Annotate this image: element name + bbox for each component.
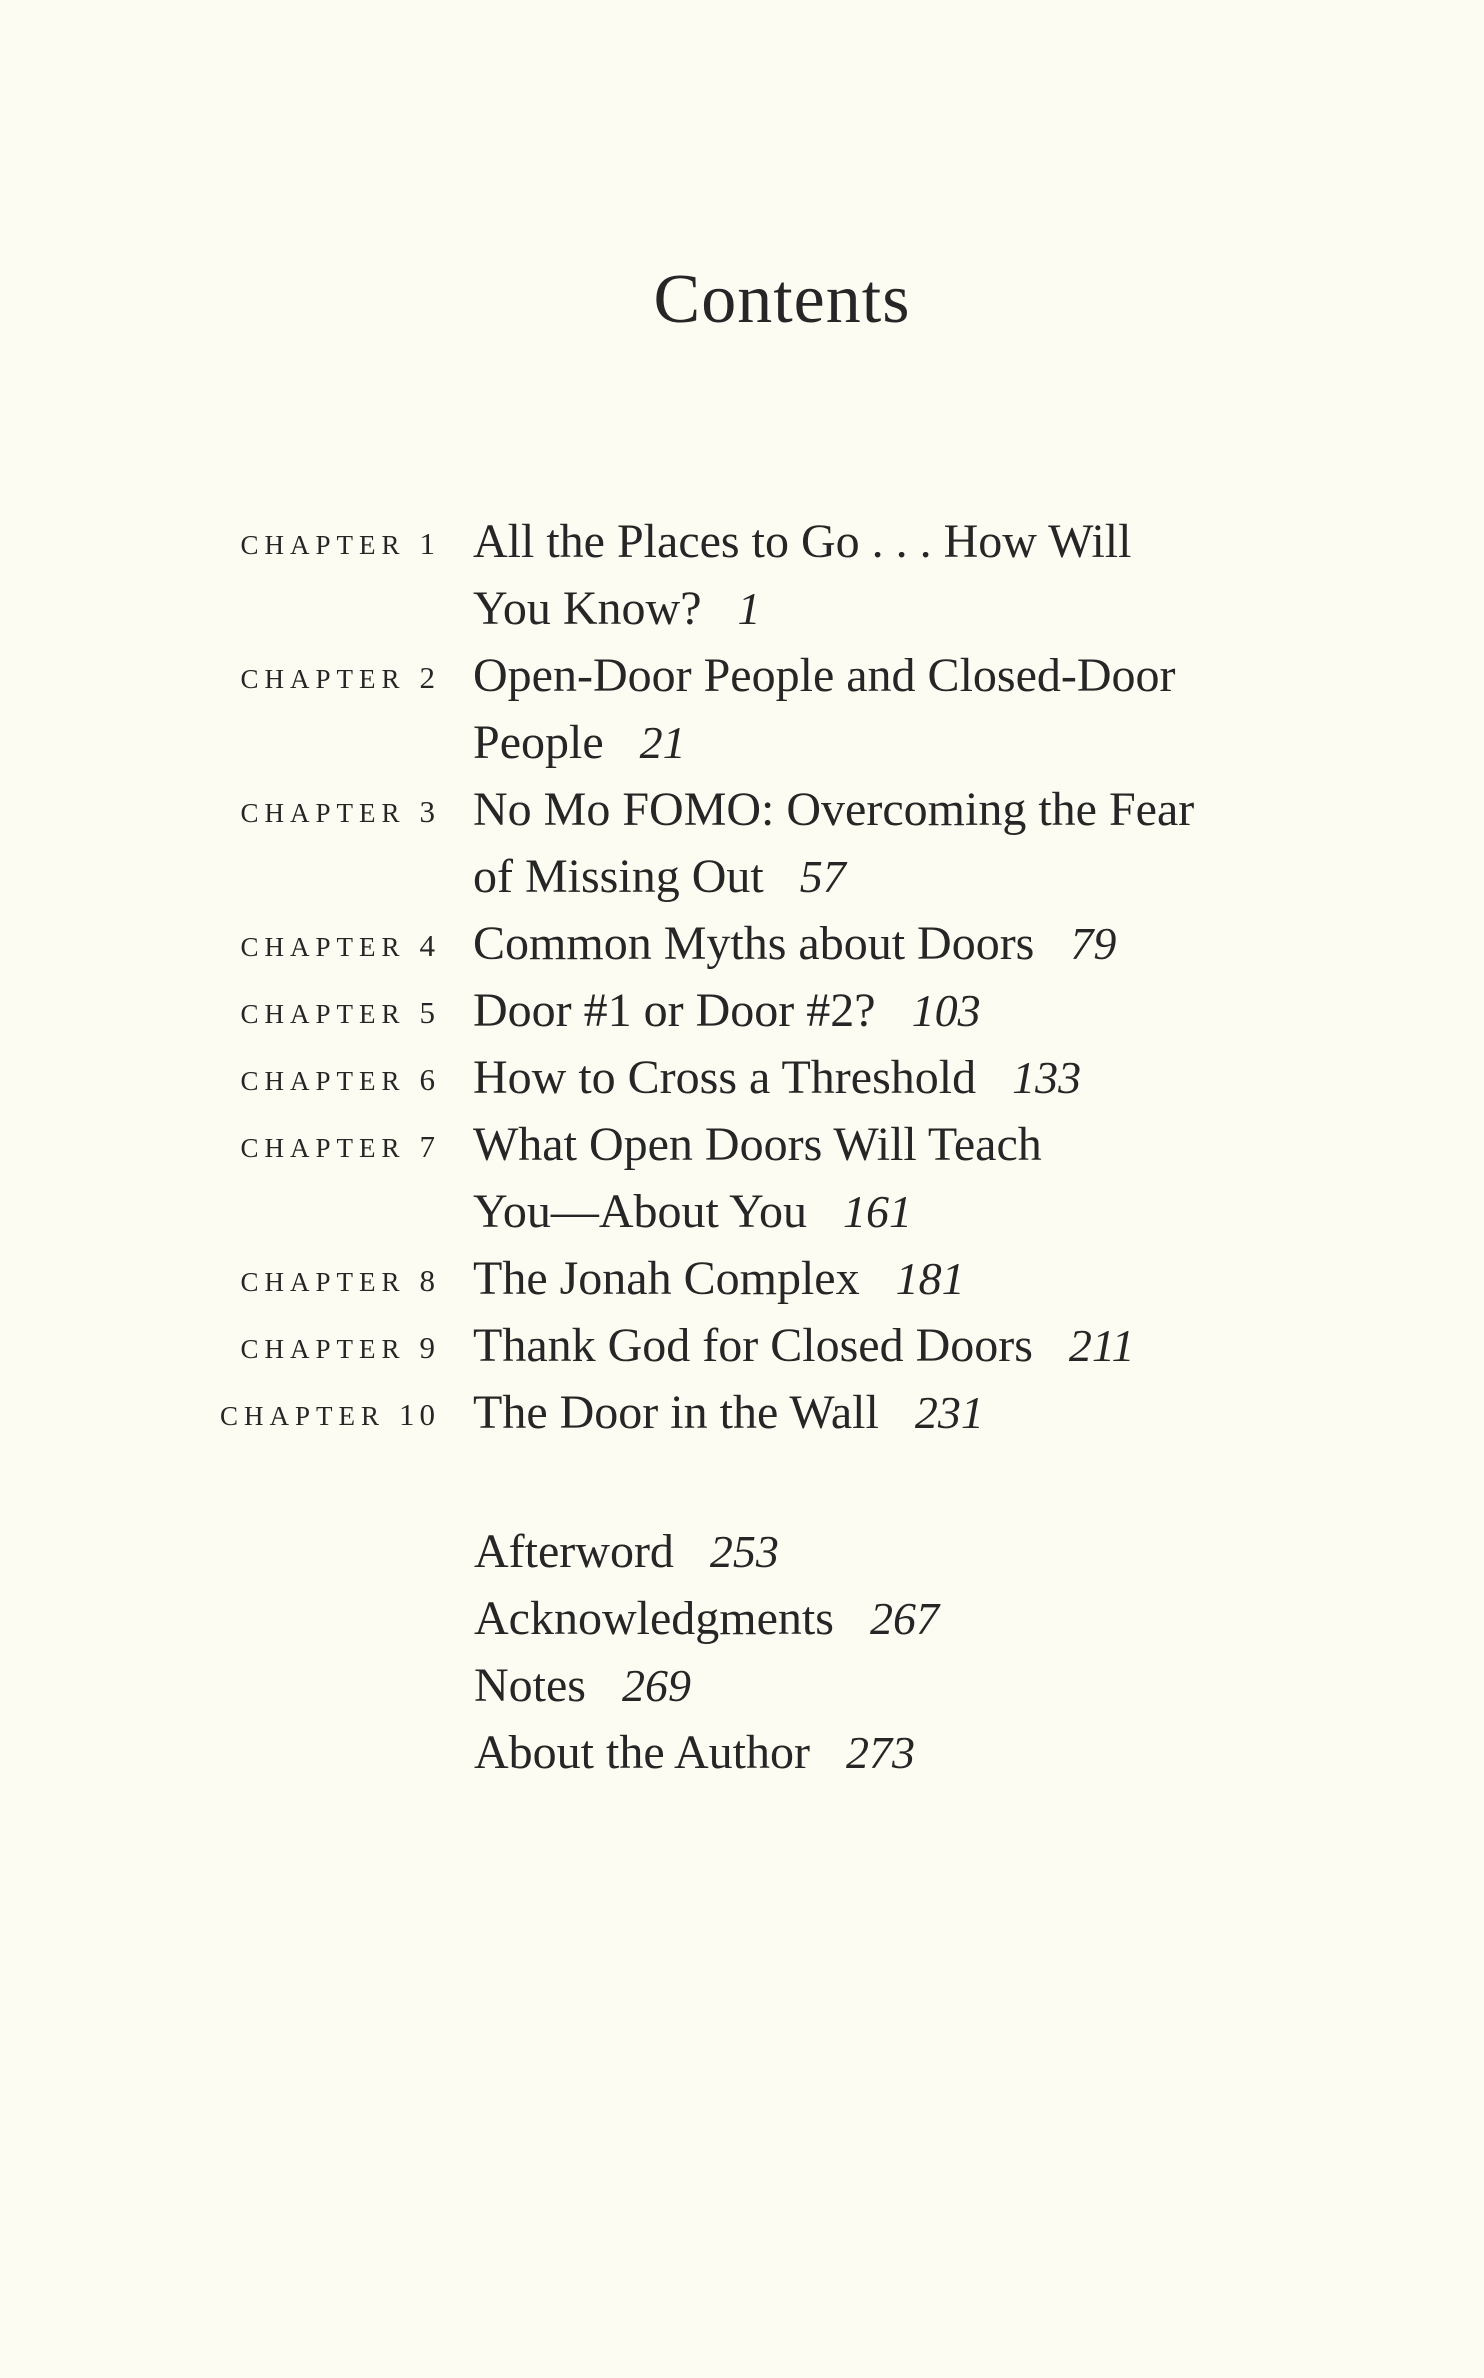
backmatter-title: Acknowledgments (474, 1592, 834, 1645)
contents-title: Contents (653, 261, 911, 338)
chapter-title-line: Open-Door People and Closed-Door (473, 649, 1176, 702)
chapter-number: 6 (419, 1062, 440, 1097)
page-number: 269 (621, 1660, 691, 1711)
chapter-label (240, 658, 440, 699)
backmatter-list (0, 1518, 1484, 1786)
chapter-title (473, 1111, 1253, 1245)
backmatter-title: Afterword (474, 1525, 674, 1578)
chapter-title-line: Common Myths about Doors (473, 917, 1035, 970)
chapter-title-line: You—About You (473, 1185, 807, 1238)
chapter-title-line: No Mo FOMO: Overcoming the Fear (473, 783, 1195, 836)
toc-entry (0, 1312, 1484, 1379)
chapter-title (473, 977, 1253, 1044)
page-number: 21 (639, 717, 686, 768)
toc-entry (0, 508, 1484, 642)
chapter-title (473, 1044, 1253, 1111)
toc-entry (0, 1044, 1484, 1111)
chapter-number: 7 (419, 1129, 440, 1164)
chapter-label (220, 1395, 440, 1436)
chapter-title (473, 910, 1253, 977)
toc-entry (0, 776, 1484, 910)
chapter-list (0, 508, 1484, 1446)
chapter-word: CHAPTER (240, 932, 406, 962)
chapter-word: CHAPTER (219, 1401, 385, 1431)
chapter-title-line: What Open Doors Will Teach (473, 1118, 1042, 1171)
backmatter-title: About the Author (474, 1726, 810, 1779)
chapter-word: CHAPTER (240, 664, 406, 694)
chapter-label (240, 1328, 440, 1369)
chapter-word: CHAPTER (240, 1267, 406, 1297)
toc-entry (0, 1111, 1484, 1245)
chapter-number: 3 (419, 794, 440, 829)
page-number: 211 (1068, 1320, 1135, 1371)
toc-entry (0, 910, 1484, 977)
chapter-title-line: Door #1 or Door #2? (473, 984, 876, 1037)
chapter-word: CHAPTER (240, 1133, 406, 1163)
chapter-title (473, 508, 1253, 642)
toc-entry (0, 1379, 1484, 1446)
chapter-title-line: The Door in the Wall (473, 1386, 879, 1439)
chapter-title (473, 1312, 1253, 1379)
chapter-title-line: of Missing Out (473, 850, 764, 903)
chapter-number: 8 (419, 1263, 440, 1298)
chapter-word: CHAPTER (240, 798, 406, 828)
backmatter-title: Notes (474, 1659, 586, 1712)
page-number: 103 (911, 985, 981, 1036)
backmatter-item (474, 1652, 1484, 1719)
chapter-word: CHAPTER (240, 1066, 406, 1096)
backmatter-item (474, 1518, 1484, 1585)
page-number: 253 (709, 1526, 779, 1577)
chapter-word: CHAPTER (240, 530, 406, 560)
chapter-title (473, 642, 1253, 776)
backmatter-item (474, 1585, 1484, 1652)
chapter-title (473, 776, 1253, 910)
chapter-word: CHAPTER (240, 1334, 406, 1364)
chapter-label (240, 1060, 440, 1101)
chapter-number: 4 (419, 928, 440, 963)
chapter-title-line: The Jonah Complex (473, 1252, 860, 1305)
chapter-title-line: How to Cross a Threshold (473, 1051, 977, 1104)
chapter-title (473, 1379, 1253, 1446)
chapter-number: 2 (419, 660, 440, 695)
chapter-title-line: People (473, 716, 604, 769)
chapter-number: 10 (399, 1397, 440, 1432)
chapter-title-line: All the Places to Go . . . How Will (473, 515, 1132, 568)
chapter-number: 5 (419, 995, 440, 1030)
page-number: 1 (737, 583, 761, 634)
toc-entry (0, 1245, 1484, 1312)
chapter-label (240, 524, 440, 565)
chapter-title-line: Thank God for Closed Doors (473, 1319, 1033, 1372)
chapter-title (473, 1245, 1253, 1312)
page-number: 79 (1070, 918, 1117, 969)
toc-entry (0, 642, 1484, 776)
chapter-word: CHAPTER (240, 999, 406, 1029)
toc-entry (0, 977, 1484, 1044)
page-number: 133 (1012, 1052, 1082, 1103)
chapter-label (240, 993, 440, 1034)
chapter-number: 9 (419, 1330, 440, 1365)
page-number: 267 (869, 1593, 939, 1644)
chapter-label (240, 1261, 440, 1302)
page-number: 161 (842, 1186, 912, 1237)
page-number: 273 (845, 1727, 915, 1778)
page-number: 57 (799, 851, 846, 902)
backmatter-item (474, 1719, 1484, 1786)
chapter-label (240, 792, 440, 833)
page-number: 181 (895, 1253, 965, 1304)
chapter-title-line: You Know? (473, 582, 702, 635)
chapter-label (240, 1127, 440, 1168)
chapter-label (240, 926, 440, 967)
chapter-number: 1 (419, 526, 440, 561)
page-number: 231 (914, 1387, 984, 1438)
